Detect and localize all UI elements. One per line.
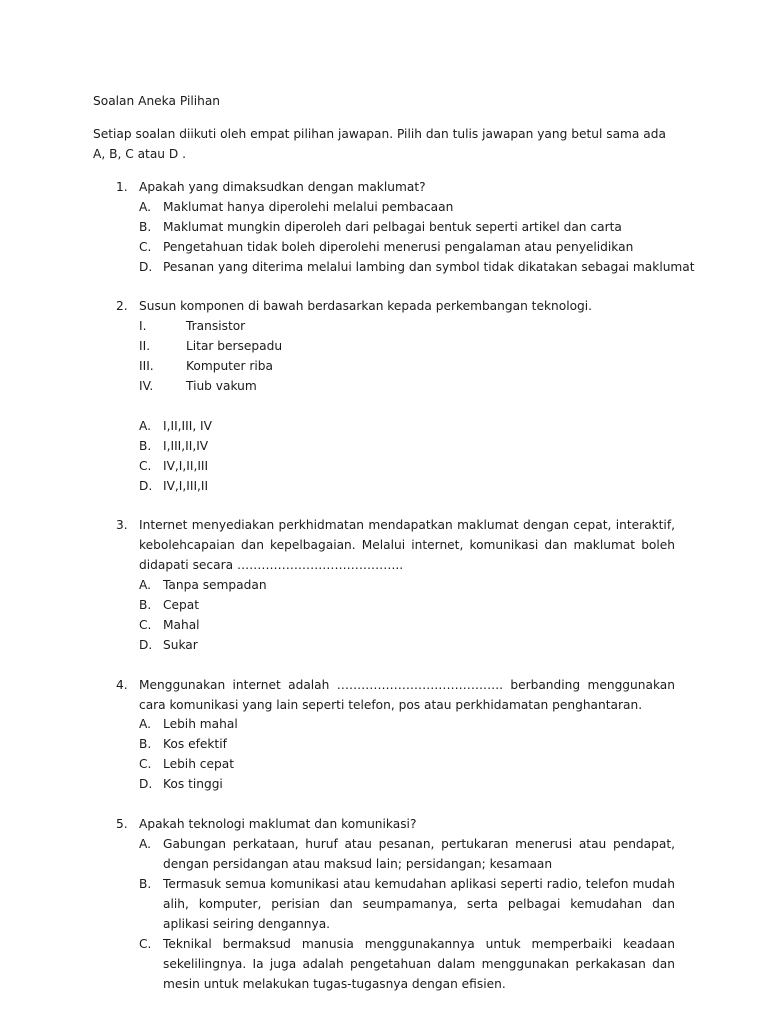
option-text: Maklumat mungkin diperoleh dari pelbagai bentuk seperti artikel dan carta xyxy=(163,220,622,234)
option-label: B. xyxy=(139,598,152,612)
option-label: B. xyxy=(139,877,152,891)
roman-text: Transistor xyxy=(186,319,246,333)
option-text: IV,I,II,III xyxy=(163,459,209,473)
option-text: Maklumat hanya diperolehi melalui pembacaan xyxy=(163,200,454,214)
option-label: B. xyxy=(139,220,152,234)
question-text: Apakah yang dimaksudkan dengan maklumat? xyxy=(139,180,426,194)
option-label: A. xyxy=(139,200,151,214)
option-text: Pesanan yang diterima melalui lambing dan symbol tidak dikatakan sebagai maklumat xyxy=(163,260,695,274)
option-text: Sukar xyxy=(163,638,198,652)
question-text: Apakah teknologi maklumat dan komunikasi? xyxy=(139,817,417,831)
option xyxy=(0,436,768,456)
option-label: D. xyxy=(139,479,153,493)
roman-label: III. xyxy=(139,359,154,373)
option-label: A. xyxy=(139,837,151,851)
roman-item xyxy=(0,356,768,376)
question-number: 1. xyxy=(116,180,128,194)
roman-text: Komputer riba xyxy=(186,359,273,373)
roman-text: Litar bersepadu xyxy=(186,339,283,353)
option-text: Tanpa sempadan xyxy=(163,578,267,592)
option-text: Cepat xyxy=(163,598,199,612)
question-text: Internet menyediakan perkhidmatan mendapatkan maklumat dengan cepat, interaktif, kebolehcapaian dan kepelbagaian. Melalui internet, komunikasi dan maklumat boleh didapati secara ………………………………….. xyxy=(139,518,675,572)
question-text: Susun komponen di bawah berdasarkan kepada perkembangan teknologi. xyxy=(139,299,593,313)
option xyxy=(0,575,768,595)
option-text: IV,I,III,II xyxy=(163,479,209,493)
document-title: Soalan Aneka Pilihan xyxy=(93,94,221,108)
roman-label: IV. xyxy=(139,379,154,393)
question-number: 5. xyxy=(116,817,128,831)
option-label: C. xyxy=(139,240,152,254)
option-text: I,III,II,IV xyxy=(163,439,209,453)
option-label: D. xyxy=(139,777,153,791)
option-label: B. xyxy=(139,737,152,751)
option xyxy=(0,476,768,496)
roman-text: Tiub vakum xyxy=(186,379,257,393)
option-label: A. xyxy=(139,578,151,592)
option xyxy=(0,714,768,734)
option-text: Gabungan perkataan, huruf atau pesanan, pertukaran menerusi atau pendapat, dengan persidangan atau maksud lain; persidangan; kesamaan xyxy=(163,837,675,871)
option-text: Kos efektif xyxy=(163,737,227,751)
option xyxy=(0,615,768,635)
option-label: B. xyxy=(139,439,152,453)
roman-label: I. xyxy=(139,319,147,333)
option xyxy=(0,237,768,257)
option-text: Termasuk semua komunikasi atau kemudahan aplikasi seperti radio, telefon mudah alih, komputer, perisian dan seumpamanya, serta pelbagai kemudahan dan aplikasi seiring dengannya. xyxy=(163,877,675,931)
roman-item xyxy=(0,316,768,336)
option-label: A. xyxy=(139,717,151,731)
option-text: Kos tinggi xyxy=(163,777,223,791)
option-label: A. xyxy=(139,419,151,433)
option xyxy=(0,197,768,217)
option-text: I,II,III, IV xyxy=(163,419,212,433)
option-label: C. xyxy=(139,618,152,632)
roman-item xyxy=(0,336,768,356)
roman-label: II. xyxy=(139,339,151,353)
option-text: Pengetahuan tidak boleh diperolehi menerusi pengalaman atau penyelidikan xyxy=(163,240,634,254)
option-label: C. xyxy=(139,937,152,951)
roman-item xyxy=(0,376,768,396)
option-text: Mahal xyxy=(163,618,200,632)
option xyxy=(0,595,768,615)
option xyxy=(0,754,768,774)
question-text: Menggunakan internet adalah ………………………………….. berbanding menggunakan cara komunikasi yang lain seperti telefon, pos atau perkhidamatan penghantaran. xyxy=(139,678,675,712)
instructions: Setiap soalan diikuti oleh empat pilihan jawapan. Pilih dan tulis jawapan yang betul sama ada A, B, C atau D . xyxy=(93,127,666,161)
option xyxy=(0,734,768,754)
option-text: Lebih cepat xyxy=(163,757,234,771)
option-text: Lebih mahal xyxy=(163,717,238,731)
option xyxy=(0,456,768,476)
question-number: 3. xyxy=(116,518,128,532)
option-label: C. xyxy=(139,757,152,771)
option-text: Teknikal bermaksud manusia menggunakannya untuk memperbaiki keadaan sekelilingnya. Ia juga adalah pengetahuan dalam menggunakan perkakasan dan mesin untuk melakukan tugas-tugasnya dengan efisien. xyxy=(163,937,675,991)
option xyxy=(0,257,768,277)
option xyxy=(0,416,768,436)
question-number: 2. xyxy=(116,299,128,313)
option-label: D. xyxy=(139,260,153,274)
option-label: D. xyxy=(139,638,153,652)
option-label: C. xyxy=(139,459,152,473)
option xyxy=(0,635,768,655)
option xyxy=(0,217,768,237)
option xyxy=(0,774,768,794)
question-number: 4. xyxy=(116,678,128,692)
